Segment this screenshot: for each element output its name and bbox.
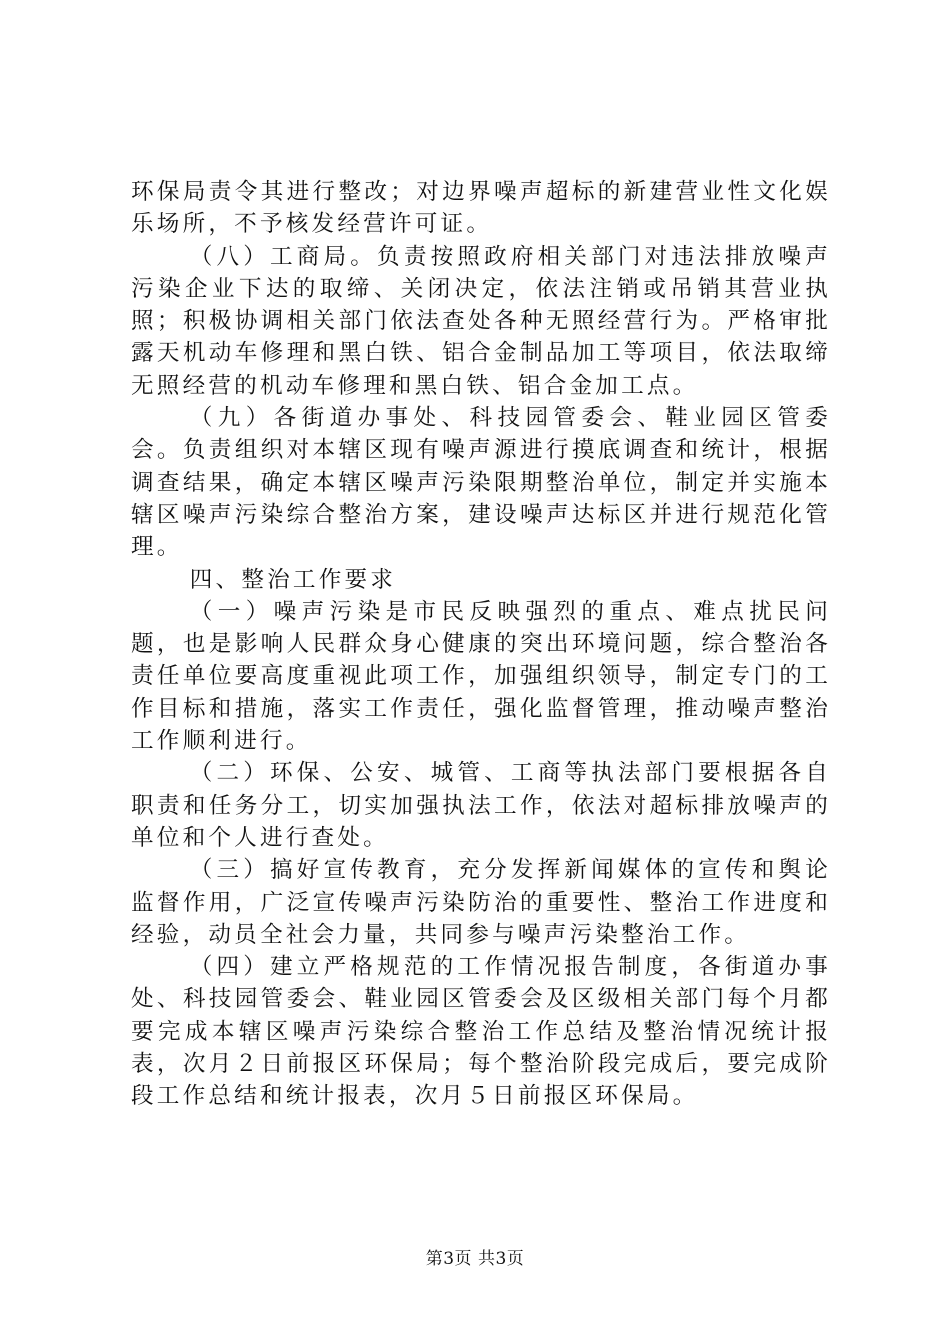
paragraph-industry-commerce-bureau: （八）工商局。负责按照政府相关部门对违法排放噪声污染企业下达的取缔、关闭决定，依法注销或吊销其营业执照；积极协调相关部门依法查处各种无照经营行为。严格审批露天机动车修理和黑白铁、铝合金制品加工等项目，依法取缔无照经营的机动车修理和黑白铁、铝合金加工点。	[131, 243, 831, 399]
page-number-label: 第3页 共3页	[425, 1249, 525, 1269]
paragraph-requirement-2: （二）环保、公安、城管、工商等执法部门要根据各自职责和任务分工，切实加强执法工作，依法对超标排放噪声的单位和个人进行查处。	[131, 760, 831, 851]
paragraph-requirement-4: （四）建立严格规范的工作情况报告制度，各街道办事处、科技园管委会、鞋业园区管委会及区级相关部门每个月都要完成本辖区噪声污染综合整治工作总结及整治情况统计报表，次月２日前报区环保局；每个整治阶段完成后，要完成阶段工作总结和统计报表，次月５日前报区环保局。	[131, 954, 831, 1110]
page-footer	[0, 1244, 950, 1269]
paragraph-street-offices: （九）各街道办事处、科技园管委会、鞋业园区管委会。负责组织对本辖区现有噪声源进行摸底调查和统计，根据调查结果，确定本辖区噪声污染限期整治单位，制定并实施本辖区噪声污染综合整治方案，建设噪声达标区并进行规范化管理。	[131, 405, 831, 561]
paragraph-requirement-1: （一）噪声污染是市民反映强烈的重点、难点扰民问题，也是影响人民群众身心健康的突出环境问题，综合整治各责任单位要高度重视此项工作，加强组织领导，制定专门的工作目标和措施，落实工作责任，强化监督管理，推动噪声整治工作顺利进行。	[131, 598, 831, 755]
section-heading-requirements: 四、整治工作要求	[189, 566, 397, 593]
paragraph-continuation: 环保局责令其进行整改；对边界噪声超标的新建营业性文化娱乐场所，不予核发经营许可证。	[131, 179, 831, 238]
paragraph-requirement-3: （三）搞好宣传教育，充分发挥新闻媒体的宣传和舆论监督作用，广泛宣传噪声污染防治的重要性、整治工作进度和经验，动员全社会力量，共同参与噪声污染整治工作。	[131, 857, 831, 948]
document-body	[131, 176, 831, 1113]
